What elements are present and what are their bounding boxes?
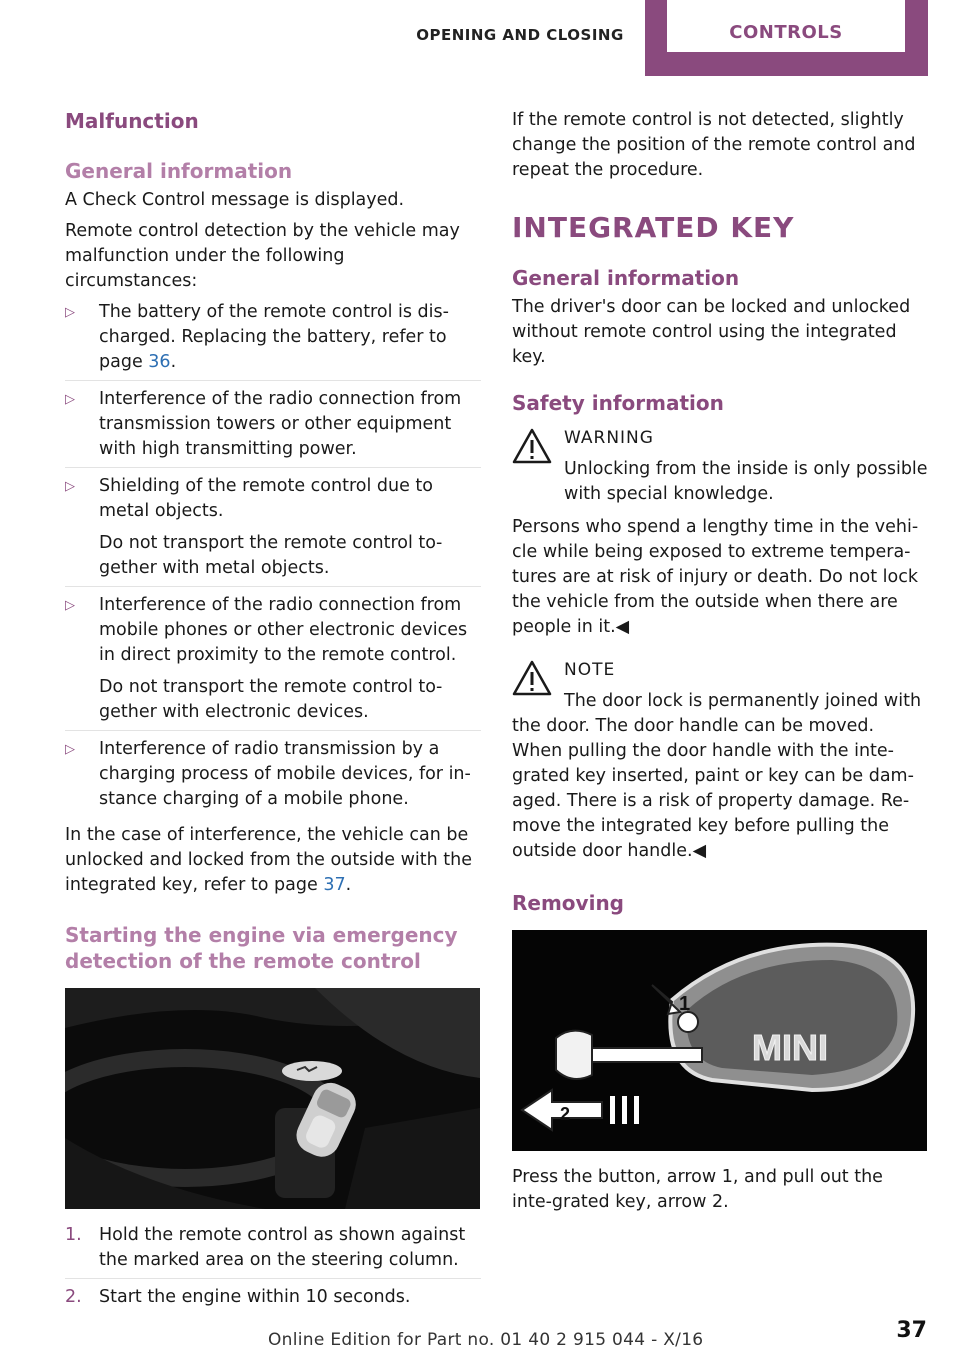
steering-column-photo bbox=[65, 988, 480, 1209]
left-column bbox=[65, 108, 481, 1321]
heading-emergency-start: Starting the engine via emergency detection of the remote control bbox=[65, 923, 458, 973]
warning-first-line: Unlocking from the inside is only possible with special knowledge. bbox=[564, 459, 928, 504]
heading-general-information: General information bbox=[65, 159, 293, 183]
note-icon bbox=[512, 660, 552, 696]
paragraph-interference: In the case of interference, the vehicle can be unlocked and locked from the outside with the integrated key, refer to page 37. bbox=[65, 825, 473, 895]
note-body: The door lock is permanently joined with the door. The door handle can be moved. When pulling the door handle with the inte‐grated key inserted, paint or key can be dam‐aged. There is a risk of property damage. Re‐move the integrated key before pulling the outside door handle.◀ bbox=[512, 691, 922, 861]
list-item-note: Do not transport the remote control to‐gether with electronic devices. bbox=[99, 677, 443, 722]
page-number: 37 bbox=[896, 1318, 927, 1343]
arrow-2-label: 2 bbox=[560, 1104, 571, 1124]
chapter-tab-label: CONTROLS bbox=[667, 0, 905, 52]
circumstance-list bbox=[65, 300, 481, 817]
heading-general-information: General information bbox=[512, 266, 740, 290]
bullet-triangle-icon: ▷ bbox=[65, 392, 75, 407]
list-item: ▷ Interference of radio transmission by a charging process of mobile devices, for in‐stance charging of a mobile phone. bbox=[65, 739, 471, 809]
edition-footer: Online Edition for Part no. 01 40 2 915 044 - X/16 bbox=[268, 1330, 704, 1350]
integrated-key-illustration bbox=[512, 930, 927, 1151]
heading-removing: Removing bbox=[512, 891, 624, 915]
note-block bbox=[512, 658, 928, 683]
list-item: ▷ Interference of the radio connection from mobile phones or other electronic devices in direct proximity to the remote control. Do not transport the remote control to‐gether with electronic devices. bbox=[65, 593, 481, 731]
paragraph-detection: Remote control detection by the vehicle may malfunction under the following circumstances: bbox=[65, 221, 460, 291]
list-item-note: Do not transport the remote control to‐gether with metal objects. bbox=[99, 533, 443, 578]
list-item: 1. Hold the remote control as shown against the marked area on the steering column. bbox=[65, 1223, 481, 1279]
key-brand-logo: MINI bbox=[752, 1027, 828, 1068]
warning-block bbox=[512, 426, 928, 507]
list-item: ▷ Interference of the radio connection from transmission towers or other equipment with high transmitting power. bbox=[65, 387, 481, 468]
arrow-1-label: 1 bbox=[679, 993, 691, 1015]
steps-list bbox=[65, 1223, 481, 1315]
page-link[interactable]: 36 bbox=[148, 352, 171, 372]
bullet-triangle-icon: ▷ bbox=[65, 598, 75, 613]
chapter-tab bbox=[645, 0, 928, 76]
list-item: ▷ The battery of the remote control is dis‐charged. Replacing the battery, refer to page 36. bbox=[65, 300, 481, 381]
running-section-title: OPENING AND CLOSING bbox=[416, 26, 624, 44]
warning-body: Persons who spend a lengthy time in the vehi‐cle while being exposed to extreme tempera‐tures are at risk of injury or death. Do not lock the vehicle from the outside when there are people in it.◀ bbox=[512, 517, 919, 637]
heading-integrated-key: INTEGRATED KEY bbox=[512, 211, 795, 244]
steering-column-illustration bbox=[65, 988, 480, 1209]
list-item: ▷ Shielding of the remote control due to metal objects. Do not transport the remote control to‐gether with metal objects. bbox=[65, 474, 481, 587]
warning-label: WARNING bbox=[564, 428, 654, 448]
paragraph-check-control: A Check Control message is displayed. bbox=[65, 190, 405, 210]
note-label: NOTE bbox=[564, 660, 616, 680]
warning-icon bbox=[512, 428, 552, 464]
paragraph-not-detected: If the remote control is not detected, slightly change the position of the remote control and repeat the procedure. bbox=[512, 110, 916, 180]
heading-safety-information: Safety information bbox=[512, 391, 724, 415]
heading-malfunction: Malfunction bbox=[65, 109, 199, 133]
bullet-triangle-icon: ▷ bbox=[65, 742, 75, 757]
list-item: 2. Start the engine within 10 seconds. bbox=[65, 1287, 411, 1307]
page-link[interactable]: 37 bbox=[323, 875, 346, 895]
right-column bbox=[512, 108, 928, 1215]
paragraph-door-lock: The driver's door can be locked and unlocked without remote control using the integrated key. bbox=[512, 297, 911, 367]
bullet-triangle-icon: ▷ bbox=[65, 479, 75, 494]
bullet-triangle-icon: ▷ bbox=[65, 305, 75, 320]
integrated-key-photo bbox=[512, 930, 927, 1151]
paragraph-removing: Press the button, arrow 1, and pull out the inte‐grated key, arrow 2. bbox=[512, 1167, 883, 1212]
